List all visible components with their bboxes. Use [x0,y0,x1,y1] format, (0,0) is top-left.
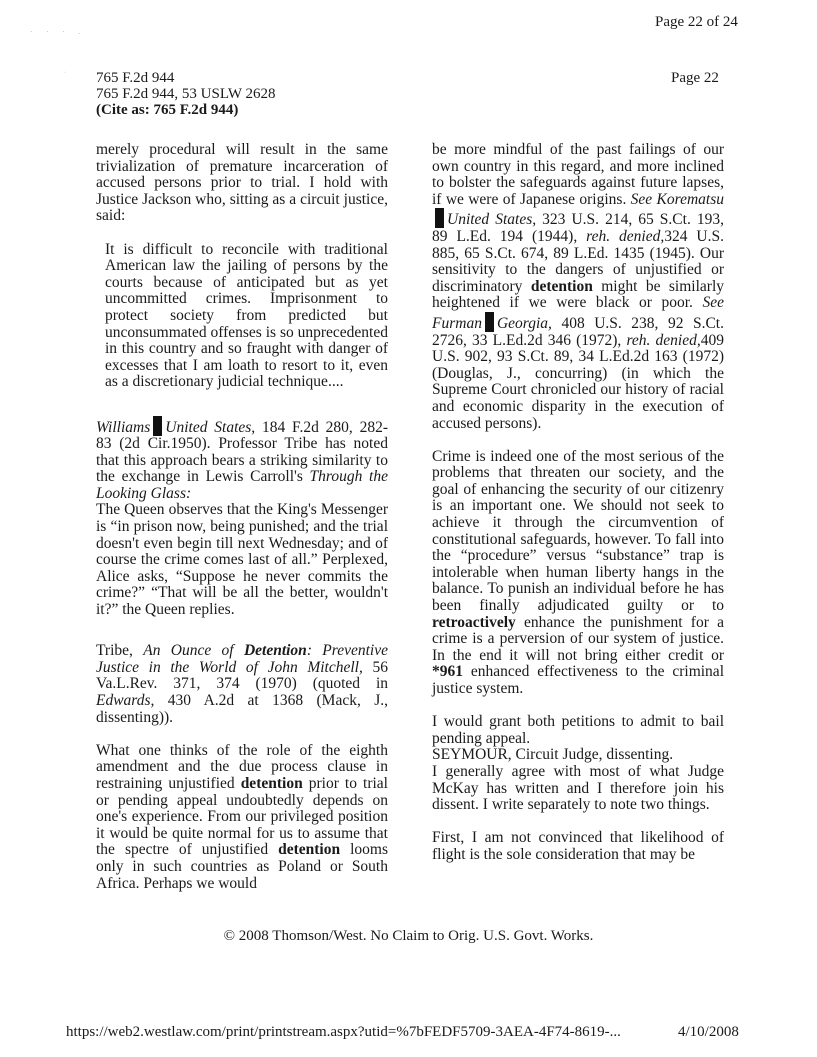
page-of-label: Page 22 of 24 [655,14,738,30]
block-quote-jackson: It is difficult to reconcile with traditional American law the jailing of persons by the courts because of anticipated but as yet uncommitted crimes. Imprisonment to protect society from predicted but unconsummated offenses is so unprecedented in this country and so fraught with danger of excesses that I am loath to resort to it, even as a discretionary judicial technique.... [105,240,388,391]
redaction-mark [435,208,444,228]
scan-specks: · · · . [30,28,86,36]
page-number: Page 22 [671,70,719,86]
paragraph-williams: Williams United States, 184 F.2d 280, 282-83 (2d Cir.1950). Professor Tribe has noted that this approach bears a striking similarity to the exchange in Lewis Carroll's Through the Looking Glass: [96,416,388,503]
cite-line-1: 765 F.2d 944 [96,70,175,86]
citation-header [96,70,276,118]
paragraph-first: First, I am not convinced that likelihood of flight is the sole consideration that may be [432,829,724,863]
star-page: *961 [432,663,463,681]
paragraph-korematsu: be more mindful of the past failings of our own country in this regard, and more inclined to bolster the safeguards against future lapses, if we were of Japanese origins. See KorematsuUnited States, 323 U.S. 214, 65 S.Ct. 193, 89 L.Ed. 194 (1944), reh. denied,324 U.S. 885, 65 S.Ct. 674, 89 L.Ed. 1435 (1945). Our sensitivity to the dangers of unjustified or discriminatory detention might be similarly heightened if we were black or poor. See Furman Georgia, 408 U.S. 238, 92 S.Ct. 2726, 33 L.Ed.2d 346 (1972), reh. denied,409 U.S. 902, 93 S.Ct. 89, 34 L.Ed.2d 163 (1972) (Douglas, J., concurring) (in which the Supreme Court chronicled our history of racial and economic disparity in the execution of accused persons). [432,141,724,432]
block-quote-carroll: The Queen observes that the King's Messenger is “in prison now, being punished; and the trial doesn't even begin till next Wednesday; and of course the crime comes last of all.” Perplexed, Alice asks, “Suppose he never commits the crime?” “That will be all the better, wouldn't it?” the Queen replies. [96,501,388,619]
paragraph-crime: Crime is indeed one of the most serious of the problems that threaten our society, and the goal of enhancing the security of our citizenry is an important one. We should not seek to achieve it through the circumvention of constitutional safeguards, however. To fall into the “procedure” versus “substance” trap is intolerable when human liberty hangs in the balance. To punish an individual before he has been finally adjudicated guilty or to retroactively enhance the punishment for a crime is a perversion of our system of justice. In the end it will not bring either credit or *961 enhanced effectiveness to the criminal justice system. [432,447,724,697]
book-title: Through the Looking Glass: [96,468,388,502]
paragraph-role: What one thinks of the role of the eighth amendment and the due process clause in restraining unjustified detention prior to trial or pending appeal undoubtedly depends on one's experience. From our privileged position it would be quite normal for us to assume that the spectre of unjustified detention looms only in such countries as Poland or South Africa. Perhaps we would [96,741,388,892]
cite-as: (Cite as: 765 F.2d 944) [96,102,239,118]
copyright-notice: © 2008 Thomson/West. No Claim to Orig. U.S. Govt. Works. [223,928,594,944]
print-url: https://web2.westlaw.com/print/printstream.aspx?utid=%7bFEDF5709-3AEA-4F74-8619-... [66,1024,621,1040]
scan-speck: · [64,70,66,76]
left-column [96,142,388,892]
redaction-mark [485,312,494,332]
case-name: United States, [165,418,256,436]
paragraph-grant: I would grant both petitions to admit to bail pending appeal. [432,713,724,747]
print-date: 4/10/2008 [678,1024,739,1040]
paragraph-tribe: Tribe, An Ounce of Detention: Preventive Justice in the World of John Mitchell, 56 Va.L.Rev. 371, 374 (1970) (quoted in Edwards, 430 A.2d at 1368 (Mack, J., dissenting)). [96,642,389,726]
cite-line-2: 765 F.2d 944, 53 USLW 2628 [96,86,276,102]
case-name: Williams [96,418,151,436]
redaction-mark [153,416,162,436]
paragraph-agree: I generally agree with most of what Judge McKay has written and I therefore join his dissent. I write separately to note two things. [432,762,724,814]
paragraph: merely procedural will result in the same trivialization of premature incarceration of accused persons prior to trial. I hold with Justice Jackson who, sitting as a circuit justice, said: [96,141,388,225]
dissent-heading: SEYMOUR, Circuit Judge, dissenting. [432,746,674,764]
right-column [432,142,724,864]
